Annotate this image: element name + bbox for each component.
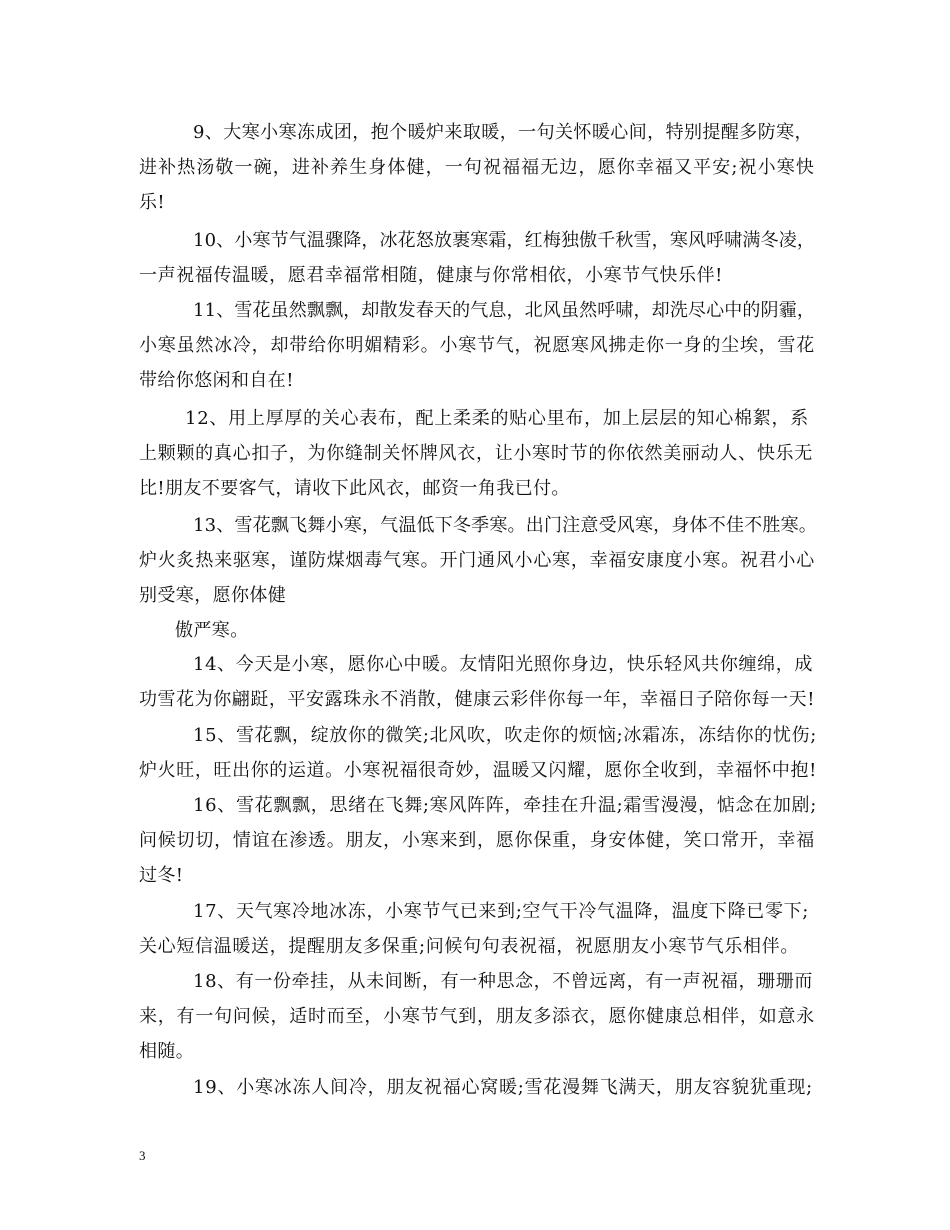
text-line: 16、雪花飘飘，思绪在飞舞;寒风阵阵，牵挂在升温;霜雪漫漫，惦念在加剧;: [193, 795, 817, 816]
text-line: 功雪花为你翩跹，平安露珠永不消散，健康云彩伴你每一年，幸福日子陪你每一天!: [139, 689, 815, 710]
text-line: 9、大寒小寒冻成团，抱个暖炉来取暖，一句关怀暖心间，特别提醒多防寒，: [193, 122, 813, 143]
text-line: 上颗颗的真心扣子，为你缝制关怀牌风衣，让小寒时节的你依然美丽动人、快乐无: [139, 443, 813, 464]
text-line: 乐!: [139, 192, 166, 213]
page-number: 3: [139, 1148, 146, 1163]
text-line: 10、小寒节气温骤降，冰花怒放裹寒霜，红梅独傲千秋雪，寒风呼啸满冬凌，: [193, 230, 815, 251]
text-line: 炉火炙热来驱寒，谨防煤烟毒气寒。开门通风小心寒，幸福安康度小寒。祝君小心: [139, 550, 815, 571]
text-line: 别受寒，愿你体健: [139, 585, 287, 606]
text-line: 15、雪花飘，绽放你的微笑;北风吹，吹走你的烦恼;冰霜冻，冻结你的忧伤;: [193, 725, 817, 746]
text-line: 进补热汤敬一碗，进补养生身体健，一句祝福福无边，愿你幸福又平安;祝小寒快: [139, 157, 815, 178]
text-line: 一声祝福传温暖，愿君幸福常相随，健康与你常相依，小寒节气快乐伴!: [139, 265, 723, 286]
text-line: 17、天气寒冷地冰冻，小寒节气已来到;空气干冷气温降，温度下降已零下;: [193, 901, 809, 922]
text-line: 比!朋友不要客气，请收下此风衣，邮资一角我已付。: [139, 478, 570, 499]
text-line: 炉火旺，旺出你的运道。小寒祝福很奇妙，温暖又闪耀，愿你全收到，幸福怀中抱!: [139, 760, 817, 781]
text-line: 关心短信温暖送，提醒朋友多保重;问候句句表祝福，祝愿朋友小寒节气乐相伴。: [139, 936, 799, 957]
text-line: 12、用上厚厚的关心表布，配上柔柔的贴心里布，加上层层的知心棉絮，系: [185, 408, 809, 429]
text-line: 问候切切，情谊在渗透。朋友，小寒来到，愿你保重，身安体健，笑口常开，幸福: [139, 830, 815, 851]
text-line: 11、雪花虽然飘飘，却散发春天的气息，北风虽然呼啸，却洗尽心中的阴霾，: [193, 300, 815, 321]
text-line: 14、今天是小寒，愿你心中暖。友情阳光照你身边，快乐轻风共你缠绵，成: [193, 654, 813, 675]
text-line: 13、雪花飘飞舞小寒，气温低下冬季寒。出门注意受风寒，身体不佳不胜寒。: [193, 515, 817, 536]
text-line: 傲严寒。: [175, 620, 249, 641]
text-line: 过冬!: [139, 865, 184, 886]
text-line: 18、有一份牵挂，从未间断，有一种思念，不曾远离，有一声祝福，珊珊而: [193, 971, 813, 992]
text-line: 19、小寒冰冻人间冷，朋友祝福心窝暖;雪花漫舞飞满天，朋友容貌犹重现;: [193, 1077, 813, 1098]
text-line: 小寒虽然冰冷，却带给你明媚精彩。小寒节气，祝愿寒风拂走你一身的尘埃，雪花: [139, 335, 815, 356]
text-line: 来，有一句问候，适时而至，小寒节气到，朋友多添衣，愿你健康总相伴，如意永: [139, 1006, 815, 1027]
text-line: 带给你悠闲和自在!: [139, 370, 294, 391]
text-line: 相随。: [139, 1041, 195, 1062]
